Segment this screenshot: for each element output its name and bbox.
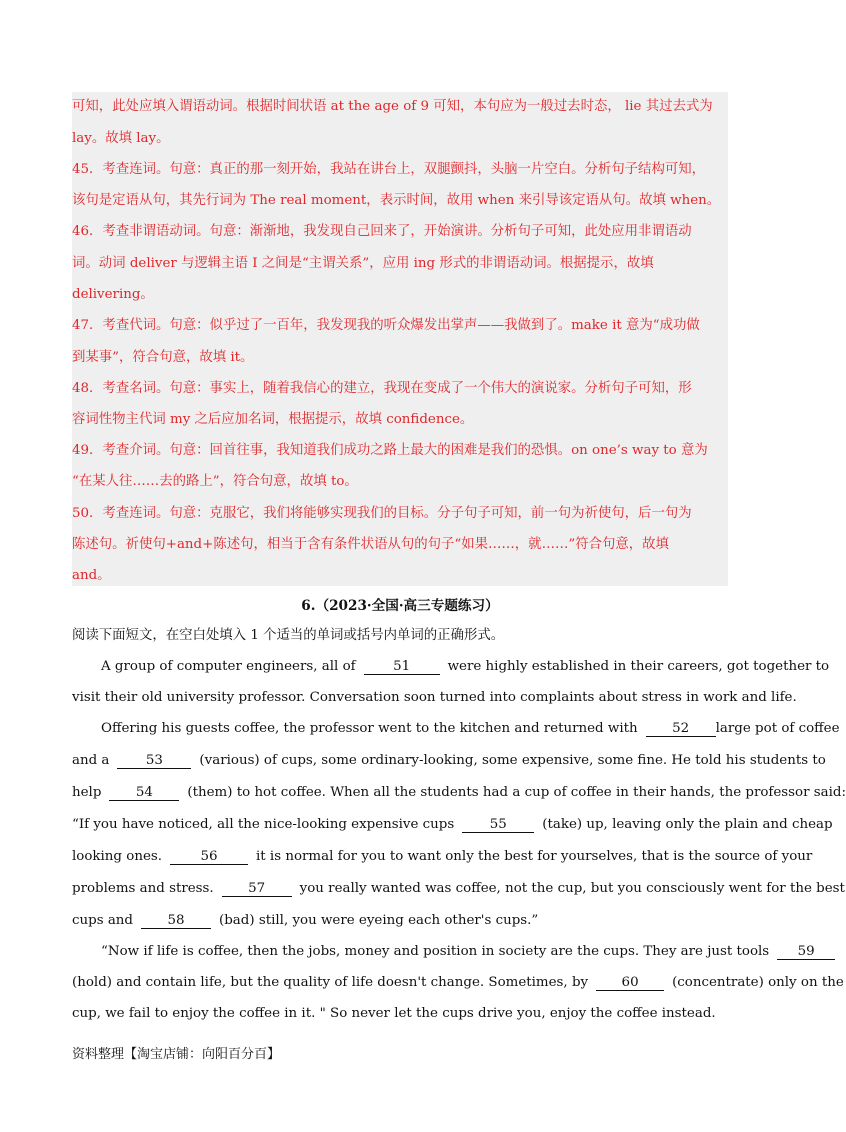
blank-52[interactable]: 52	[646, 721, 716, 737]
blank-58[interactable]: 58	[141, 913, 211, 929]
answer-line: 到某事”，符合句意，故填 it。	[72, 350, 254, 365]
answer-line: 容词性物主代词 my 之后应加名词，根据提示，故填 confidence。	[72, 412, 474, 427]
passage-line: (hold) and contain life, but the quality of life doesn't change. Sometimes, by 60 (concentrate) only on the	[72, 975, 844, 990]
answer-line: 该句是定语从句，其先行词为 The real moment，表示时间，故用 when 来引导该定语从句。故填 when。	[72, 193, 721, 208]
blank-57[interactable]: 57	[222, 881, 292, 897]
answer-line: and。	[72, 568, 111, 583]
passage-line: looking ones. 56 it is normal for you to want only the best for yourselves, that is the source of your	[72, 849, 813, 864]
passage-line: Offering his guests coffee, the professor went to the kitchen and returned with 52 large pot of coffee	[101, 721, 840, 736]
blank-54[interactable]: 54	[109, 785, 179, 801]
answer-line: “在某人往……去的路上”，符合句意，故填 to。	[72, 474, 358, 489]
answer-line: 45．考查连词。句意：真正的那一刻开始，我站在讲台上，双腿颤抖，头脑一片空白。分析句子结构可知，	[72, 162, 706, 177]
answer-line: lay。故填 lay。	[72, 131, 170, 146]
section-title: 6.（2023·全国·高三专题练习）	[301, 598, 499, 614]
answer-line: 可知，此处应填入谓语动词。根据时间状语 at the age of 9 可知，本句应为一般过去时态， lie 其过去式为	[72, 99, 713, 114]
instruction-text: 阅读下面短文，在空白处填入 1 个适当的单词或括号内单词的正确形式。	[72, 628, 505, 643]
blank-60[interactable]: 60	[596, 975, 664, 991]
passage-line: problems and stress. 57 you really wanted was coffee, not the cup, but you consciously went for the best	[72, 881, 845, 896]
passage-line: cup, we fail to enjoy the coffee in it. " So never let the cups drive you, enjoy the coffee instead.	[72, 1006, 716, 1021]
blank-55[interactable]: 55	[462, 817, 534, 833]
answer-line: 48．考查名词。句意：事实上，随着我信心的建立，我现在变成了一个伟大的演说家。分析句子可知，形	[72, 381, 692, 396]
passage-line: visit their old university professor. Conversation soon turned into complaints about stress in work and life.	[72, 690, 797, 705]
passage-line: “If you have noticed, all the nice-looking expensive cups 55 (take) up, leaving only the plain and cheap	[72, 817, 833, 832]
answer-line: 陈述句。祈使句+and+陈述句，相当于含有条件状语从句的句子“如果……，就……”符合句意，故填	[72, 537, 669, 552]
footer-source: 资料整理【淘宝店铺：向阳百分百】	[72, 1047, 281, 1062]
passage-line: help 54 (them) to hot coffee. When all the students had a cup of coffee in their hands, the professor said:	[72, 785, 846, 800]
answer-line: 47．考查代词。句意：似乎过了一百年，我发现我的听众爆发出掌声——我做到了。make it 意为“成功做	[72, 318, 700, 333]
blank-56[interactable]: 56	[170, 849, 248, 865]
answer-line: 词。动词 deliver 与逻辑主语 I 之间是“主谓关系”，应用 ing 形式的非谓语动词。根据提示，故填	[72, 256, 654, 271]
passage-line: A group of computer engineers, all of 51 were highly established in their careers, got together to	[101, 659, 830, 674]
answer-line: 46．考查非谓语动词。句意：渐渐地，我发现自己回来了，开始演讲。分析句子可知，此处应用非谓语动	[72, 224, 692, 239]
answer-line: delivering。	[72, 287, 154, 302]
blank-59[interactable]: 59	[777, 944, 835, 960]
passage-line: “Now if life is coffee, then the jobs, money and position in society are the cups. They are just tools 59	[101, 942, 835, 962]
blank-53[interactable]: 53	[117, 753, 191, 769]
answer-line: 50．考查连词。句意：克服它，我们将能够实现我们的目标。分子句子可知，前一句为祈使句，后一句为	[72, 506, 692, 521]
blank-51[interactable]: 51	[364, 659, 440, 675]
passage-line: and a 53 (various) of cups, some ordinary-looking, some expensive, some fine. He told his students to	[72, 753, 826, 768]
passage-line: cups and 58 (bad) still, you were eyeing each other's cups.”	[72, 913, 539, 928]
answer-line: 49．考查介词。句意：回首往事，我知道我们成功之路上最大的困难是我们的恐惧。on one’s way to 意为	[72, 443, 708, 458]
